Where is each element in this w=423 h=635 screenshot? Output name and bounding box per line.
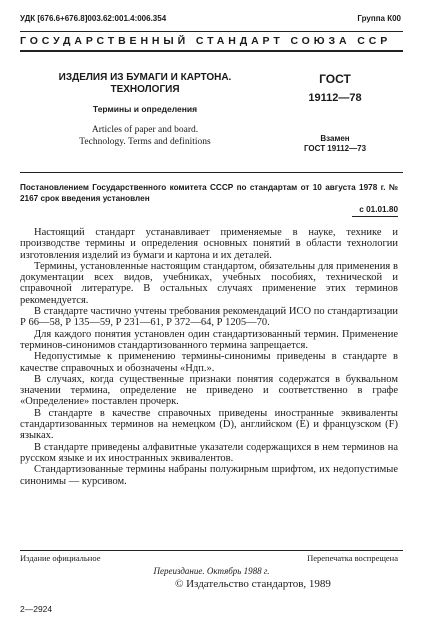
replace-number: ГОСТ 19112—73 [303, 144, 367, 153]
banner-top-rule [20, 31, 403, 32]
print-mark: 2—2924 [20, 604, 53, 614]
body-paragraph: В случаях, когда существенные признаки понятия содержатся в буквальном значении термина, определение не приведено и соответственно в графе «Определение» поставлен прочерк. [20, 373, 398, 408]
udk-code: УДК [676.6+676.8]003.62:001.4:006.354 [20, 14, 167, 23]
decree-text: Постановлением Государственного комитета СССР по стандартам от 10 августа 1978 г. № 2167 срок введения установлен [20, 183, 398, 203]
gost-number: 19112—78 [308, 92, 362, 104]
intro-date: с 01.01.80 [359, 205, 398, 214]
title-en-line2: Technology. Terms and definitions [79, 137, 211, 147]
replace-label: Взамен [320, 134, 350, 143]
title-ru-line2: ТЕХНОЛОГИЯ [110, 84, 180, 95]
body-text [20, 227, 398, 487]
body-paragraph: Недопустимые к применению термины-синонимы приведены в стандарте в качестве справочных и обозначены «Ндп.». [20, 351, 398, 374]
footer-rule [20, 550, 403, 551]
body-paragraph: В стандарте в качестве справочных приведены иностранные эквиваленты стандартизованных терминов на немецком (D), английском (E) и французском (F) языках. [20, 407, 398, 442]
title-ru-line1: ИЗДЕЛИЯ ИЗ БУМАГИ И КАРТОНА. [58, 72, 232, 83]
body-paragraph: В стандарте приведены алфавитные указатели содержащихся в нем терминов на русском языке и их иностранных эквивалентов. [20, 441, 398, 464]
gost-label: ГОСТ [319, 72, 351, 86]
title-bottom-rule [20, 172, 403, 173]
gost-block [285, 72, 385, 153]
body-paragraph: Термины, установленные настоящим стандартом, обязательны для применения в документации всех видов, учебниках, учебных пособиях, технической и справочной литературе. В остальных случаях применение этих терминов рекомендуется. [20, 260, 398, 306]
banner-bottom-rule [20, 50, 403, 52]
body-paragraph: Настоящий стандарт устанавливает применяемые в науке, технике и производстве термины и определения основных понятий в области технологии изготовления изделий из бумаги и картона и их деталей. [20, 227, 398, 261]
title-en-line1: Articles of paper and board. [91, 125, 199, 135]
body-paragraph: В стандарте частично учтены требования рекомендаций ИСО по стандартизации Р 66—58, Р 135—59, Р 231—61, Р 372—64, Р 1205—70. [20, 306, 398, 329]
group-code: Группа К00 [357, 14, 401, 23]
reissue-note: Переиздание. Октябрь 1988 г. [153, 566, 270, 576]
official-edition: Издание официальное [20, 553, 101, 563]
date-underline [352, 216, 398, 217]
standard-banner: ГОСУДАРСТВЕННЫЙ СТАНДАРТ СОЮЗА ССР [20, 35, 392, 47]
title-ru-subtitle: Термины и определения [92, 104, 198, 114]
title-block [20, 72, 270, 148]
reprint-notice: Перепечатка воспрещена [307, 553, 398, 563]
copyright: © Издательство стандартов, 1989 [175, 578, 331, 590]
body-paragraph: Для каждого понятия установлен один стандартизованный термин. Применение терминов-синонимов стандартизованного термина запрещается. [20, 328, 398, 351]
header-line [20, 14, 403, 26]
body-paragraph: Стандартизованные термины набраны полужирным шрифтом, их недопустимые синонимы — курсивом. [20, 464, 398, 487]
